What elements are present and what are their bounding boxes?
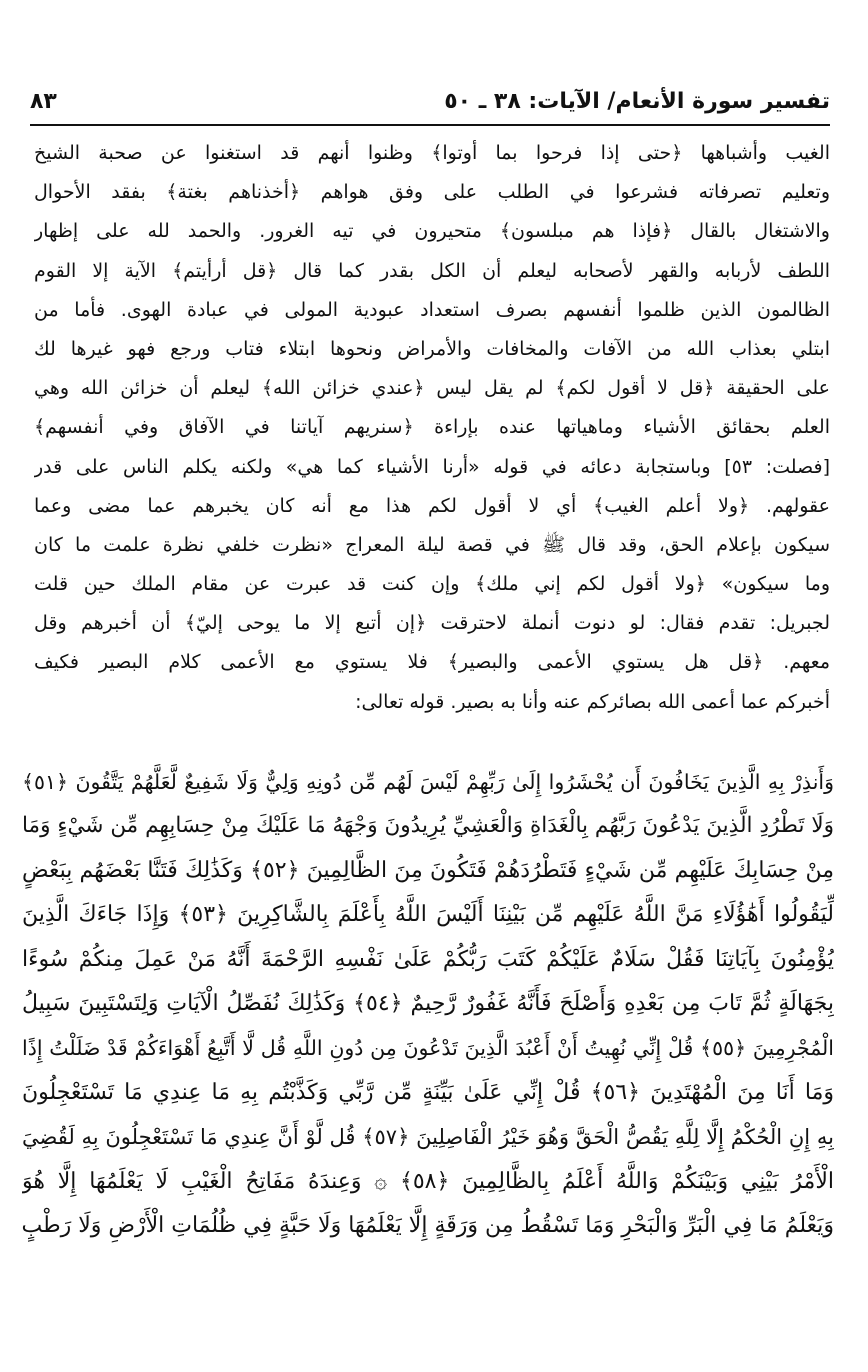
quran-verses [22,760,834,1248]
commentary-line: لجبريل: تقدم فقال: لو دنوت أنملة لاحترقت ﴿إن أتبع إلا ما يوحى إليّ﴾ أن أخبرهم وقل [34,612,830,635]
page-number: ٨٣ [30,88,57,114]
commentary-text [34,134,830,722]
commentary-line: وما سيكون» ﴿ولا أقول لكم إني ملك﴾ وإن كنت قد عبرت عن مقام الملك حين قلت [34,573,830,596]
commentary-line: معهم. ﴿قل هل يستوي الأعمى والبصير﴾ فلا يستوي مع الأعمى كلام البصير فكيف [34,651,830,674]
commentary-line: ابتلي بعذاب الله من الآفات والمخافات والأمراض ونحوها ابتلاء فتاب ورجع فهو غيرها لك [34,337,830,360]
commentary-line: [فصلت: ٥٣] وباستجابة دعائه في قوله «أرنا الأشياء كما هي» ولكنه يكلم الناس على قدر [34,455,830,478]
commentary-line: الظالمون الذين ظلموا أنفسهم بصرف استعداد عبودية المولى في عبادة الهوى. فأما من [34,298,830,321]
verse-line: وَأَنذِرْ بِهِ الَّذِينَ يَخَافُونَ أَن يُحْشَرُوا إِلَىٰ رَبِّهِمْ لَيْسَ لَهُم مِّن دُونِهِ وَلِيٌّ وَلَا شَفِيعٌ لَّعَلَّهُمْ يَتَّقُونَ ﴿٥١﴾ [22,770,834,794]
verse-line: لِّيَقُولُوا أَهَٰؤُلَاءِ مَنَّ اللَّهُ عَلَيْهِم مِّن بَيْنِنَا أَلَيْسَ اللَّهُ بِأَعْلَمَ بِالشَّاكِرِينَ ﴿٥٣﴾ وَإِذَا جَاءَكَ الَّذِينَ [22,902,834,928]
verse-line: بِهِ إِنِ الْحُكْمُ إِلَّا لِلَّهِ يَقُصُّ الْحَقَّ وَهُوَ خَيْرُ الْفَاصِلِينَ ﴿٥٧﴾ قُل لَّوْ أَنَّ عِندِي مَا تَسْتَعْجِلُونَ بِهِ لَقُضِيَ [22,1125,834,1150]
verse-line: وَمَا أَنَا مِنَ الْمُهْتَدِينَ ﴿٥٦﴾ قُلْ إِنِّي عَلَىٰ بَيِّنَةٍ مِّن رَّبِّي وَكَذَّبْتُم بِهِ مَا عِندِي مَا تَسْتَعْجِلُونَ [22,1079,834,1105]
commentary-line: وتعليم تصرفاته فشرعوا في الطلب على وفق هواهم ﴿أخذناهم بغتة﴾ بفقد الأحوال [34,181,830,204]
commentary-line: العلم بحقائق الأشياء وماهياتها عنده بإراءة ﴿سنريهم آياتنا في الآفاق وفي أنفسهم﴾ [34,416,830,439]
header-rule [30,124,830,126]
verse-line: الْأَمْرُ بَيْنِي وَبَيْنَكُمْ وَاللَّهُ أَعْلَمُ بِالظَّالِمِينَ ﴿٥٨﴾ ۞ وَعِندَهُ مَفَاتِحُ الْغَيْبِ لَا يَعْلَمُهَا إِلَّا هُوَ [22,1168,834,1194]
commentary-line: والاشتغال بالقال ﴿فإذا هم مبلسون﴾ متحيرون في تيه الغرور. والحمد لله على إظهار [34,220,830,243]
commentary-line: عقولهم. ﴿ولا أعلم الغيب﴾ أي لا أقول لكم هذا مع أنه كان يخبرهم عما مضى وعما [34,494,830,517]
verse-line: مِنْ حِسَابِكَ عَلَيْهِم مِّن شَيْءٍ فَتَطْرُدَهُمْ فَتَكُونَ مِنَ الظَّالِمِينَ ﴿٥٢﴾ وَكَذَٰلِكَ فَتَنَّا بَعْضَهُم بِبَعْضٍ [22,857,834,883]
verse-line: الْمُجْرِمِينَ ﴿٥٥﴾ قُلْ إِنِّي نُهِيتُ أَنْ أَعْبُدَ الَّذِينَ تَدْعُونَ مِن دُونِ اللَّهِ قُل لَّا أَتَّبِعُ أَهْوَاءَكُمْ قَدْ ضَلَلْتُ إِذًا [22,1036,834,1061]
verse-line: يُؤْمِنُونَ بِآيَاتِنَا فَقُلْ سَلَامٌ عَلَيْكُمْ كَتَبَ رَبُّكُمْ عَلَىٰ نَفْسِهِ الرَّحْمَةَ أَنَّهُ مَنْ عَمِلَ مِنكُمْ سُوءًا [22,946,834,972]
verse-line: وَيَعْلَمُ مَا فِي الْبَرِّ وَالْبَحْرِ وَمَا تَسْقُطُ مِن وَرَقَةٍ إِلَّا يَعْلَمُهَا وَلَا حَبَّةٍ فِي ظُلُمَاتِ الْأَرْضِ وَلَا رَطْبٍ [22,1212,834,1238]
verse-line: بِجَهَالَةٍ ثُمَّ تَابَ مِن بَعْدِهِ وَأَصْلَحَ فَأَنَّهُ غَفُورٌ رَّحِيمٌ ﴿٥٤﴾ وَكَذَٰلِكَ نُفَصِّلُ الْآيَاتِ وَلِتَسْتَبِينَ سَبِيلُ [22,990,834,1016]
commentary-line: الغيب وأشباهها ﴿حتى إذا فرحوا بما أوتوا﴾ وظنوا أنهم قد استغنوا عن صحبة الشيخ [34,142,830,164]
commentary-line: سيكون بإعلام الحق، وقد قال ﷺ في قصة ليلة المعراج «نظرت خلفي نظرة علمت ما كان [34,533,830,556]
verse-line: وَلَا تَطْرُدِ الَّذِينَ يَدْعُونَ رَبَّهُم بِالْغَدَاةِ وَالْعَشِيِّ يُرِيدُونَ وَجْهَهُ مَا عَلَيْكَ مِنْ حِسَابِهِم مِّن شَيْءٍ وَمَا [22,813,834,839]
page-header [30,84,830,118]
commentary-line: اللطف لأربابه والقهر لأصحابه ليعلم أن الكل بقدر كما قال ﴿قل أرأيتم﴾ الآية إلا القوم [34,259,830,282]
commentary-line: أخبركم عما أعمى الله بصائركم عنه وأنا به بصير. قوله تعالى: [355,690,830,713]
running-title: تفسير سورة الأنعام/ الآيات: ٣٨ ـ ٥٠ [444,88,830,114]
commentary-line: على الحقيقة ﴿قل لا أقول لكم﴾ لم يقل ليس ﴿عندي خزائن الله﴾ ليعلم أن خزائن الله وهي [34,377,830,400]
